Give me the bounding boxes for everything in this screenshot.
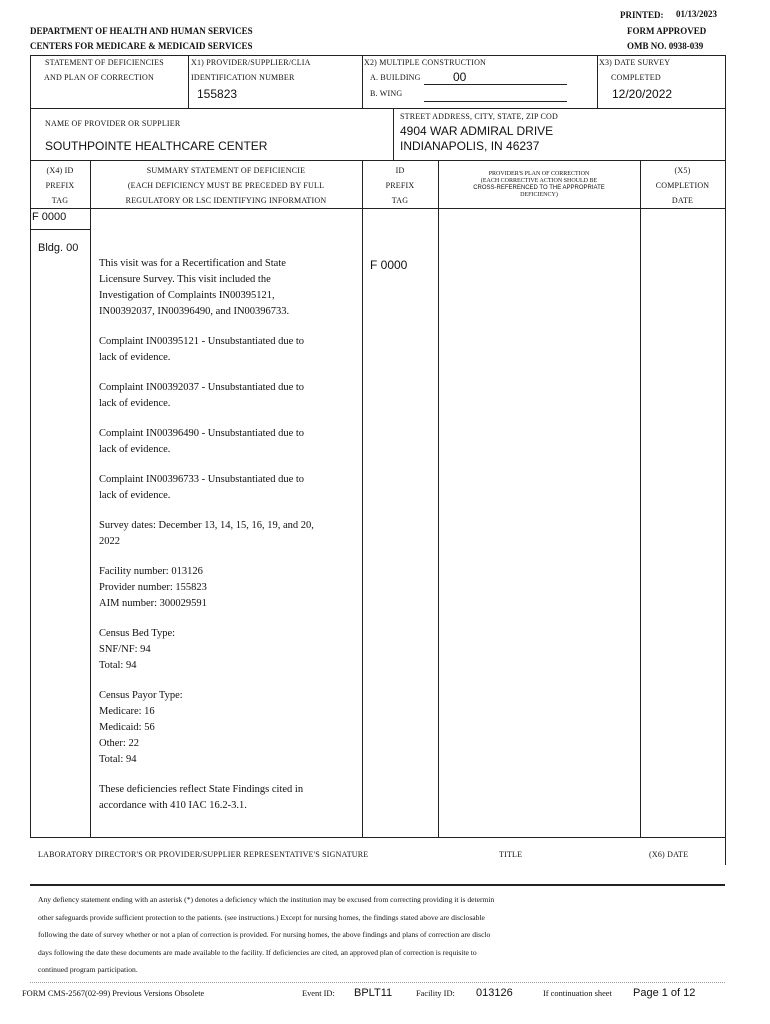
facility-id-label: Facility ID: xyxy=(416,989,455,998)
printed-label: PRINTED: xyxy=(620,10,664,20)
building-tag: Bldg. 00 xyxy=(38,242,79,254)
rule xyxy=(597,55,598,108)
rule xyxy=(188,55,189,108)
x4-label-3: TAG xyxy=(51,196,69,205)
id-label-3: TAG xyxy=(391,196,409,205)
plan-header xyxy=(438,171,640,199)
summary-paragraph: This visit was for a Recertification and State Licensure Survey. This visit included the Investigation of Complaints IN00395121, IN00392037, IN00396490, and IN00396733. xyxy=(99,258,290,317)
x5-label-2: COMPLETION xyxy=(655,181,710,190)
tag-divider xyxy=(30,229,90,230)
continuation-label: If continuation sheet xyxy=(543,989,612,998)
summary-paragraph: Complaint IN00392037 - Unsubstantiated due to lack of evidence. xyxy=(99,382,305,409)
disclaimer xyxy=(38,891,728,979)
rule xyxy=(30,55,31,108)
summary-label-2: (EACH DEFICIENCY MUST BE PRECEDED BY FULL xyxy=(127,181,325,190)
disclaimer-line: days following the date these documents are made available to the facility. If deficiencies are cited, an approved plan of correction is requisite to xyxy=(38,947,477,957)
right-prefix-tag: F 0000 xyxy=(370,258,408,272)
event-id-value: BPLT11 xyxy=(354,987,393,999)
date-label: (X6) DATE xyxy=(649,850,689,859)
x2-label: X2) MULTIPLE CONSTRUCTION xyxy=(364,58,487,67)
x5-label-1: (X5) xyxy=(674,166,691,175)
omb-number: OMB NO. 0938-039 xyxy=(627,41,704,51)
x1-label-1: X1) PROVIDER/SUPPLIER/CLIA xyxy=(191,58,311,67)
id-label-2: PREFIX xyxy=(385,181,415,190)
address-line-2: INDIANAPOLIS, IN 46237 xyxy=(400,139,540,153)
left-prefix-tag: F 0000 xyxy=(32,211,67,223)
rule xyxy=(640,160,641,837)
rule xyxy=(362,160,363,837)
rule xyxy=(90,160,91,837)
centers-title: CENTERS FOR MEDICARE & MEDICAID SERVICES xyxy=(30,41,253,51)
wing-underline xyxy=(424,101,567,102)
provider-id-value: 155823 xyxy=(197,87,238,101)
summary-paragraph: Complaint IN00396490 - Unsubstantiated due to lack of evidence. xyxy=(99,428,305,455)
page-number: Page 1 of 12 xyxy=(633,987,696,999)
summary-label-3: REGULATORY OR LSC IDENTIFYING INFORMATION xyxy=(125,196,327,205)
footer-divider xyxy=(30,982,725,983)
columns-bottom-border xyxy=(30,208,725,209)
summary-paragraph: Census Payor Type: Medicare: 16 Medicaid: 56 Other: 22 Total: 94 xyxy=(99,690,183,765)
summary-paragraph: Complaint IN00396733 - Unsubstantiated due to lack of evidence. xyxy=(99,474,305,501)
plan-label-1: PROVIDER'S PLAN OF CORRECTION xyxy=(488,171,590,177)
rule xyxy=(30,108,31,837)
summary-text xyxy=(99,256,359,814)
x4-label-1: (X4) ID xyxy=(46,166,74,175)
facility-id-value: 013126 xyxy=(476,987,513,999)
x5-label-3: DATE xyxy=(671,196,694,205)
title-label: TITLE xyxy=(499,850,523,859)
summary-paragraph: Facility number: 013126 Provider number: 155823 AIM number: 300029591 xyxy=(99,566,207,609)
id-label-1: ID xyxy=(395,166,405,175)
signature-label: LABORATORY DIRECTOR'S OR PROVIDER/SUPPLIER REPRESENTATIVE'S SIGNATURE xyxy=(38,850,369,859)
provider-name-label: NAME OF PROVIDER OR SUPPLIER xyxy=(45,119,181,128)
statement-label-2: AND PLAN OF CORRECTION xyxy=(44,73,154,82)
disclaimer-line: other safeguards provide sufficient protection to the patients. (see instructions.) Except for nursing homes, the findings stated above are disclosable xyxy=(38,912,485,922)
building-underline xyxy=(424,84,567,85)
department-title: DEPARTMENT OF HEALTH AND HUMAN SERVICES xyxy=(30,26,253,36)
footnote-top-border xyxy=(30,884,725,886)
top-box-border xyxy=(30,55,725,56)
plan-label-2: (EACH CORRECTIVE ACTION SHOULD BE xyxy=(480,178,598,184)
rule xyxy=(438,160,439,837)
printed-date: 01/13/2023 xyxy=(676,9,718,19)
plan-label-3: CROSS-REFERENCED TO THE APPROPRIATE xyxy=(473,185,605,191)
form-label: FORM CMS-2567(02-99) Previous Versions Obsolete xyxy=(22,989,205,998)
survey-date-value: 12/20/2022 xyxy=(612,87,673,101)
summary-paragraph: Complaint IN00395121 - Unsubstantiated due to lack of evidence. xyxy=(99,336,305,363)
disclaimer-line: Any defiency statement ending with an asterisk (*) denotes a deficiency which the institution may be excused from correcting providing it is determin xyxy=(38,895,495,904)
columns-top-border xyxy=(30,160,725,161)
building-label: A. BUILDING xyxy=(370,73,421,82)
rule xyxy=(725,55,726,865)
x1-label-2: IDENTIFICATION NUMBER xyxy=(191,73,295,82)
summary-label-1: SUMMARY STATEMENT OF DEFICIENCIE xyxy=(146,166,306,175)
form-approved: FORM APPROVED xyxy=(627,26,707,36)
provider-box-border xyxy=(30,108,725,109)
rule xyxy=(393,108,394,160)
event-id-label: Event ID: xyxy=(302,989,335,998)
provider-name-value: SOUTHPOINTE HEALTHCARE CENTER xyxy=(45,139,268,153)
disclaimer-line: continued program participation. xyxy=(38,965,138,974)
x3-label-1: X3) DATE SURVEY xyxy=(599,58,671,67)
disclaimer-line: following the date of survey whether or not a plan of correction is provided. For nursing homes, the above findings and plans of correction are disclo xyxy=(38,930,491,939)
address-label: STREET ADDRESS, CITY, STATE, ZIP COD xyxy=(400,112,558,121)
summary-paragraph: These deficiencies reflect State Findings cited in accordance with 410 IAC 16.2-3.1. xyxy=(99,784,304,811)
statement-label-1: STATEMENT OF DEFICIENCIES xyxy=(45,58,164,67)
body-bottom-border xyxy=(30,837,725,838)
x4-label-2: PREFIX xyxy=(45,181,75,190)
rule xyxy=(362,55,363,108)
x3-label-2: COMPLETED xyxy=(611,73,661,82)
summary-paragraph: Census Bed Type: SNF/NF: 94 Total: 94 xyxy=(99,628,176,671)
building-value: 00 xyxy=(453,70,467,84)
address-line-1: 4904 WAR ADMIRAL DRIVE xyxy=(400,124,554,138)
summary-paragraph: Survey dates: December 13, 14, 15, 16, 19, and 20, 2022 xyxy=(99,520,314,547)
wing-label: B. WING xyxy=(370,89,403,98)
plan-label-4: DEFICIENCY) xyxy=(520,192,558,198)
